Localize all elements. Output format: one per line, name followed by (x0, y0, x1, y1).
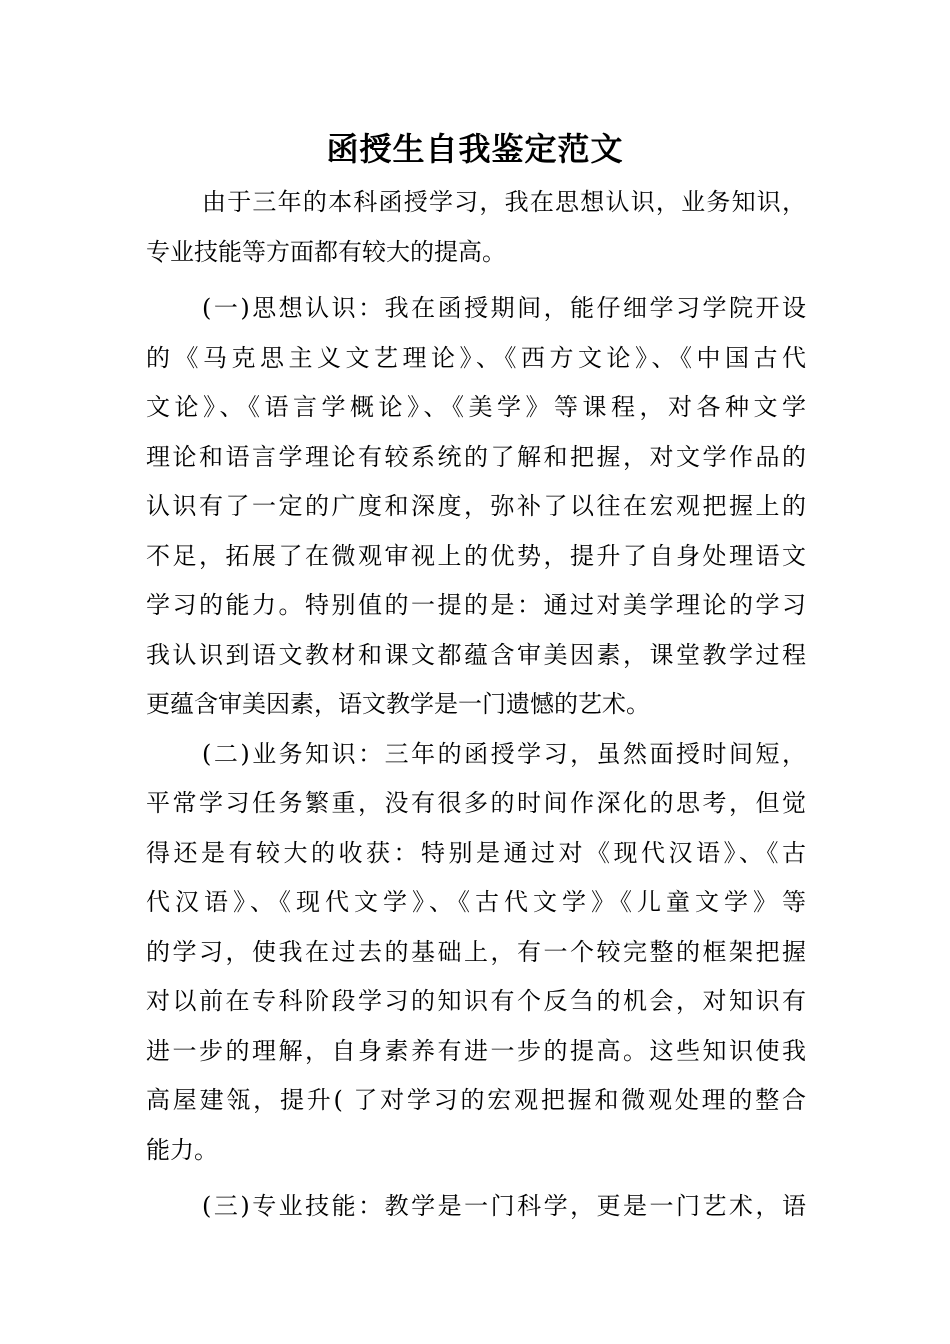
text-line: 认识有了一定的广度和深度，弥补了以往在宏观把握上的 (146, 492, 806, 520)
text-line: 不足，拓展了在微观审视上的优势，提升了自身处理语文 (146, 541, 806, 570)
text-line: 的学习，使我在过去的基础上，有一个较完整的框架把握 (146, 937, 806, 966)
document-title: 函授生自我鉴定范文 (326, 130, 624, 168)
text-line: 平常学习任务繁重，没有很多的时间作深化的思考，但觉 (146, 789, 806, 817)
text-line: (三)专业技能：教学是一门科学，更是一门艺术，语 (202, 1192, 806, 1220)
text-line: 更蕴含审美因素，语文教学是一门遗憾的艺术。 (146, 690, 650, 718)
text-line: 文论》、《语言学概论》、《美学》等课程，对各种文学 (146, 393, 806, 421)
text-line: 理论和语言学理论有较系统的了解和把握，对文学作品的 (146, 442, 806, 471)
text-line: 由于三年的本科函授学习，我在思想认识，业务知识， (202, 188, 806, 216)
text-line: 能力。 (146, 1135, 218, 1164)
text-line: 对以前在专科阶段学习的知识有个反刍的机会，对知识有 (146, 987, 806, 1015)
text-line: 代汉语》、《现代文学》、《古代文学》《儿童文学》等 (146, 888, 806, 916)
text-line: (一)思想认识：我在函授期间，能仔细学习学院开设 (202, 294, 806, 322)
paragraph (146, 178, 806, 277)
paragraph (146, 730, 806, 1176)
text-line: 专业技能等方面都有较大的提高。 (146, 237, 506, 266)
text-line: 高屋建瓴，提升( 了对学习的宏观把握和微观处理的整合 (146, 1086, 806, 1114)
text-line: 学习的能力。特别值的一提的是：通过对美学理论的学习 (146, 591, 806, 619)
paragraph (146, 284, 806, 730)
text-line: 进一步的理解，自身素养有进一步的提高。这些知识使我 (146, 1036, 806, 1065)
text-line: 得还是有较大的收获：特别是通过对《现代汉语》、《古 (146, 838, 806, 867)
paragraph (146, 1182, 806, 1232)
text-line: 我认识到语文教材和课文都蕴含审美因素，课堂教学过程 (146, 640, 806, 669)
document-body (146, 178, 806, 1232)
text-line: 的《马克思主义文艺理论》、《西方文论》、《中国古代 (146, 343, 806, 372)
text-line: (二)业务知识：三年的函授学习，虽然面授时间短， (202, 739, 806, 768)
